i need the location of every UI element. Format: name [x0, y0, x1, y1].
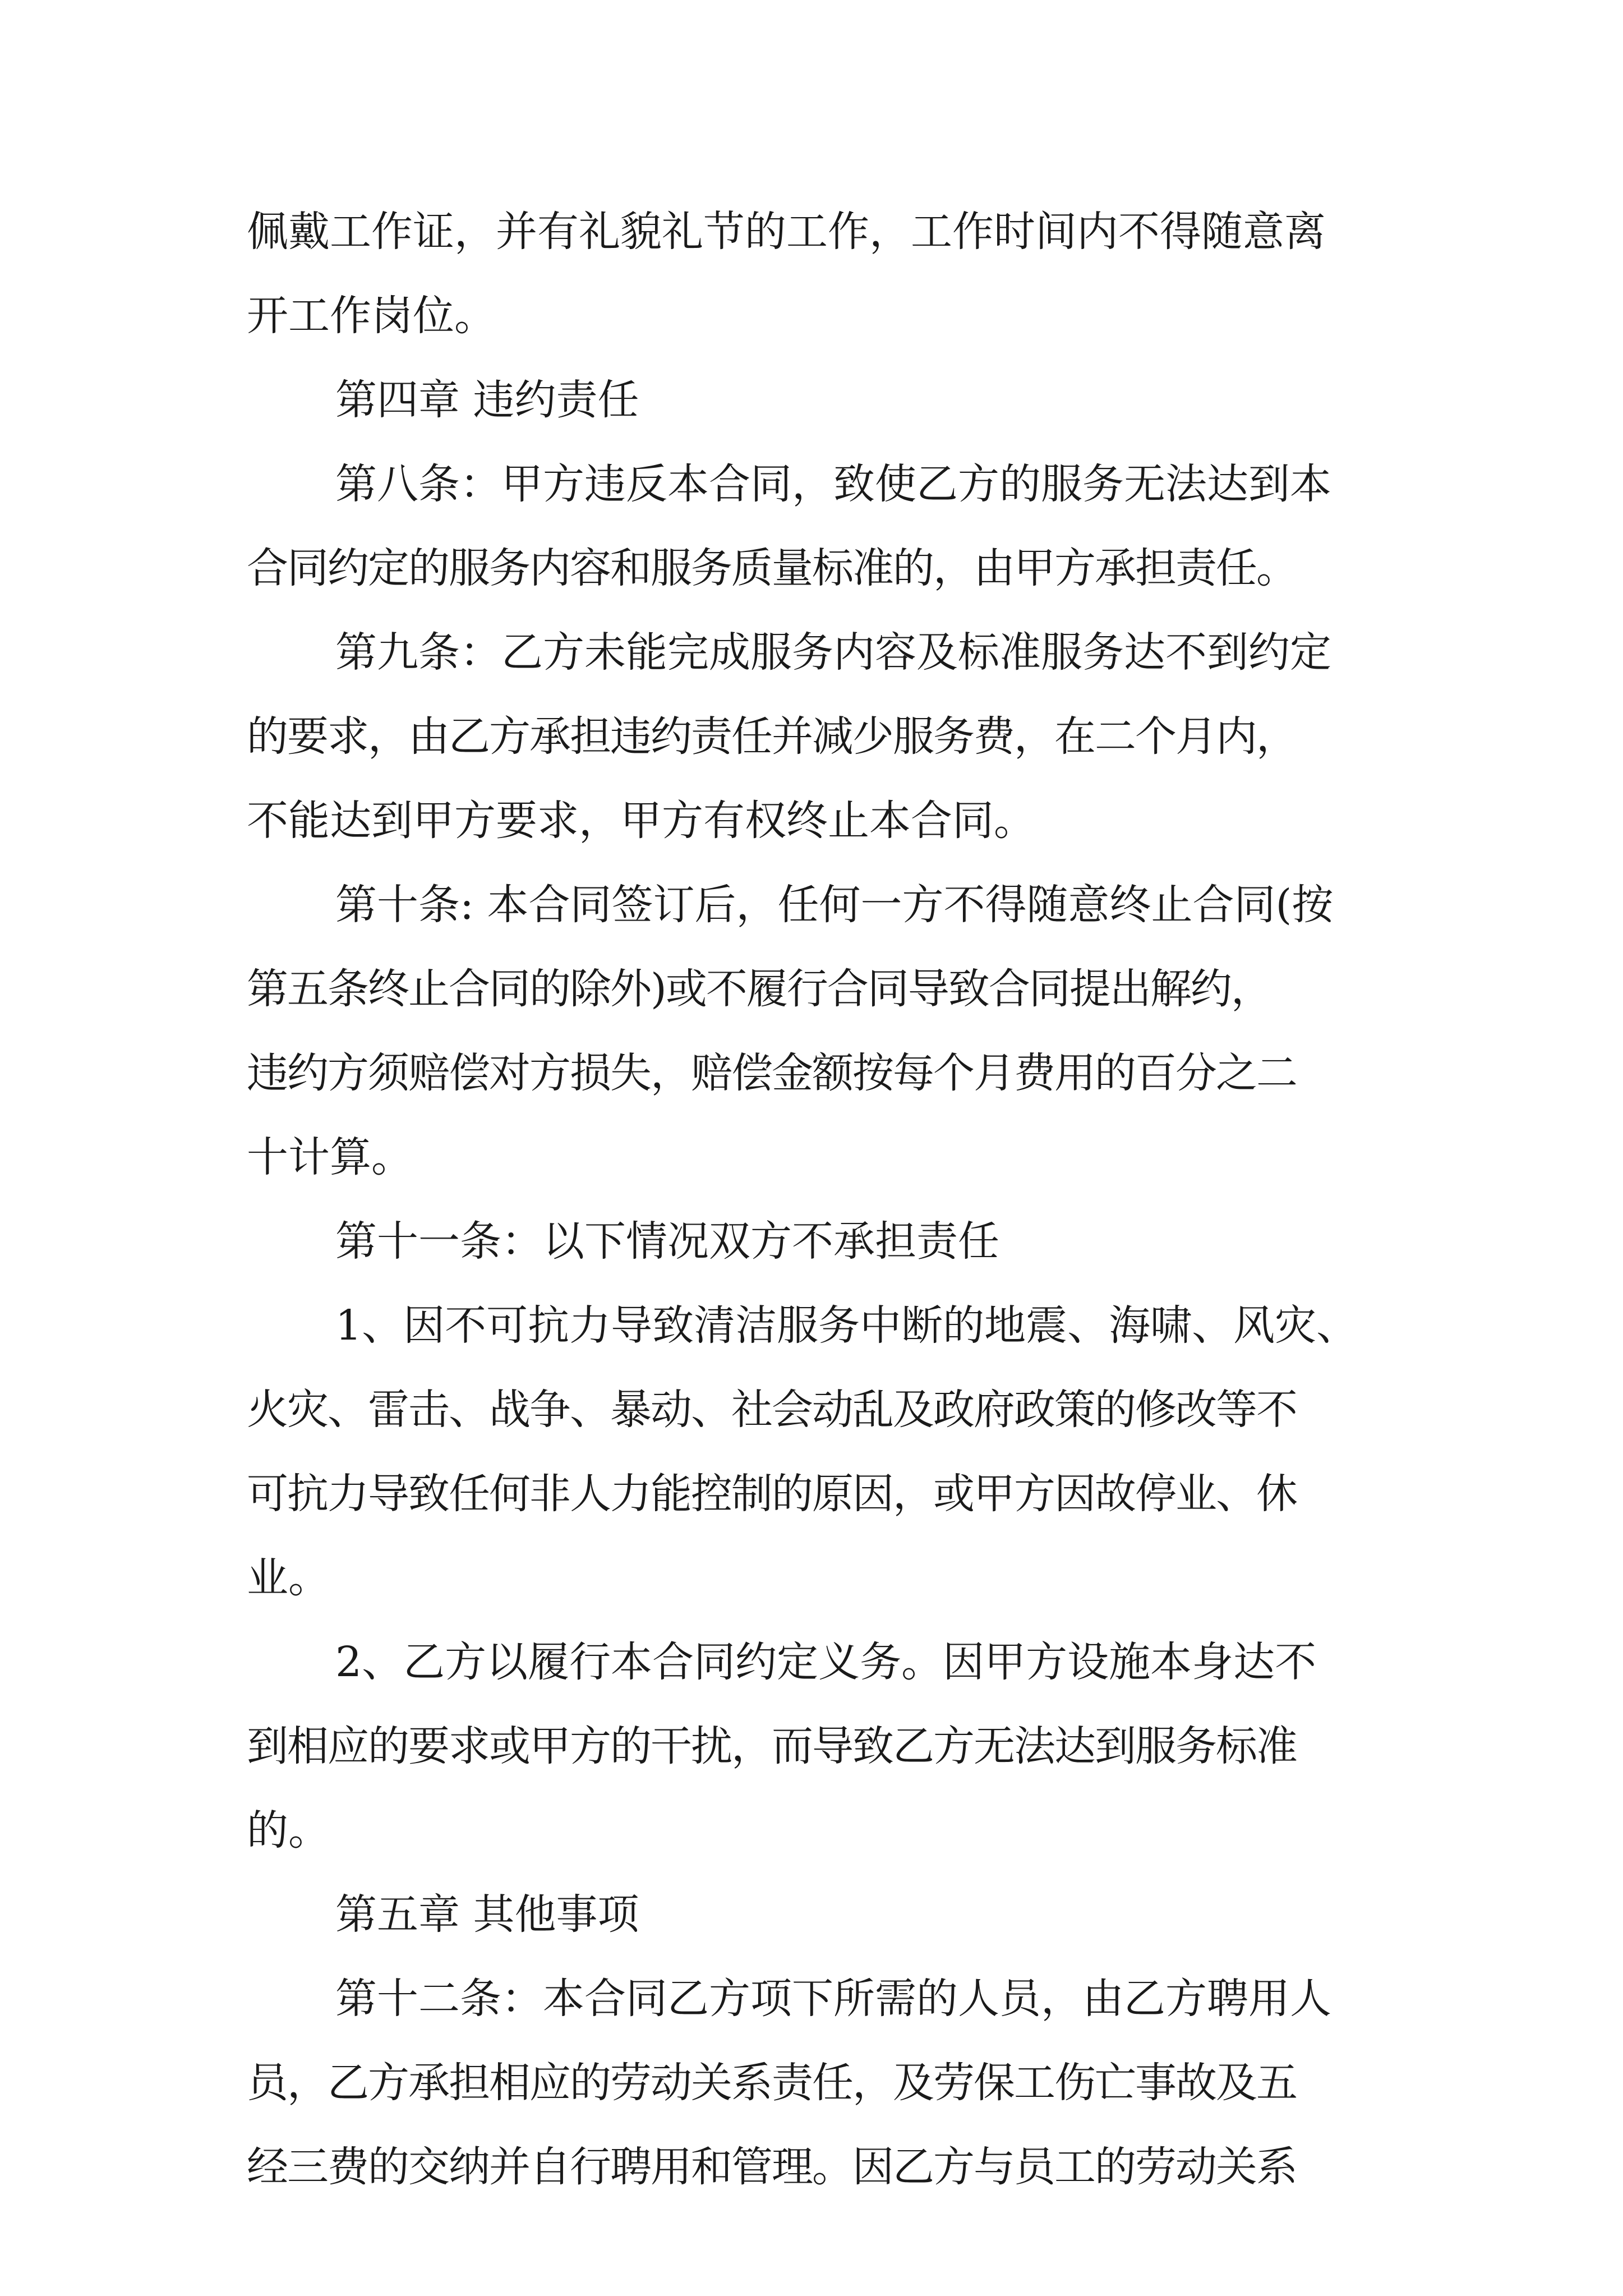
text-line: 的要求，由乙方承担违约责任并减少服务费，在二个月内， — [247, 714, 1297, 761]
text-line: 1、因不可抗力导致清洁服务中断的地震、海啸、风灾、 — [335, 1303, 1358, 1350]
text-line: 合同约定的服务内容和服务质量标准的，由甲方承担责任。 — [247, 545, 1297, 592]
document-body — [247, 209, 1391, 2228]
text-line: 第十一条：以下情况双方不承担责任 — [335, 1218, 999, 1266]
text-line: 第十二条：本合同乙方项下所需的人员，由乙方聘用人 — [335, 1976, 1331, 2023]
text-line: 违约方须赔偿对方损失，赔偿金额按每个月费用的百分之二 — [247, 1050, 1297, 1097]
text-line: 到相应的要求或甲方的干扰，而导致乙方无法达到服务标准 — [247, 1723, 1297, 1770]
text-line: 经三费的交纳并自行聘用和管理。因乙方与员工的劳动关系 — [247, 2144, 1297, 2191]
text-line: 十计算。 — [247, 1134, 413, 1181]
text-line: 第九条：乙方未能完成服务内容及标准服务达不到约定 — [335, 629, 1331, 677]
text-line: 第八条：甲方违反本合同，致使乙方的服务无法达到本 — [335, 461, 1331, 508]
chapter-heading: 第五章 其他事项 — [335, 1892, 639, 1939]
text-line: 火灾、雷击、战争、暴动、社会动乱及政府政策的修改等不 — [247, 1387, 1297, 1434]
text-line: 员，乙方承担相应的劳动关系责任，及劳保工伤亡事故及五 — [247, 2060, 1297, 2107]
text-line: 佩戴工作证，并有礼貌礼节的工作，工作时间内不得随意离 — [247, 209, 1326, 256]
text-line: 的。 — [247, 1807, 330, 1855]
text-line: 第五条终止合同的除外)或不履行合同导致合同提出解约， — [247, 966, 1271, 1013]
text-line: 第十条: 本合同签订后，任何一方不得随意终止合同(按 — [335, 882, 1334, 929]
text-line: 业。 — [247, 1555, 330, 1602]
text-line: 可抗力导致任何非人力能控制的原因，或甲方因故停业、休 — [247, 1471, 1297, 1518]
text-line: 2、乙方以履行本合同约定义务。因甲方设施本身达不 — [335, 1639, 1317, 1686]
chapter-heading: 第四章 违约责任 — [335, 377, 639, 424]
text-line: 开工作岗位。 — [247, 293, 496, 340]
text-line: 不能达到甲方要求，甲方有权终止本合同。 — [247, 798, 1035, 845]
